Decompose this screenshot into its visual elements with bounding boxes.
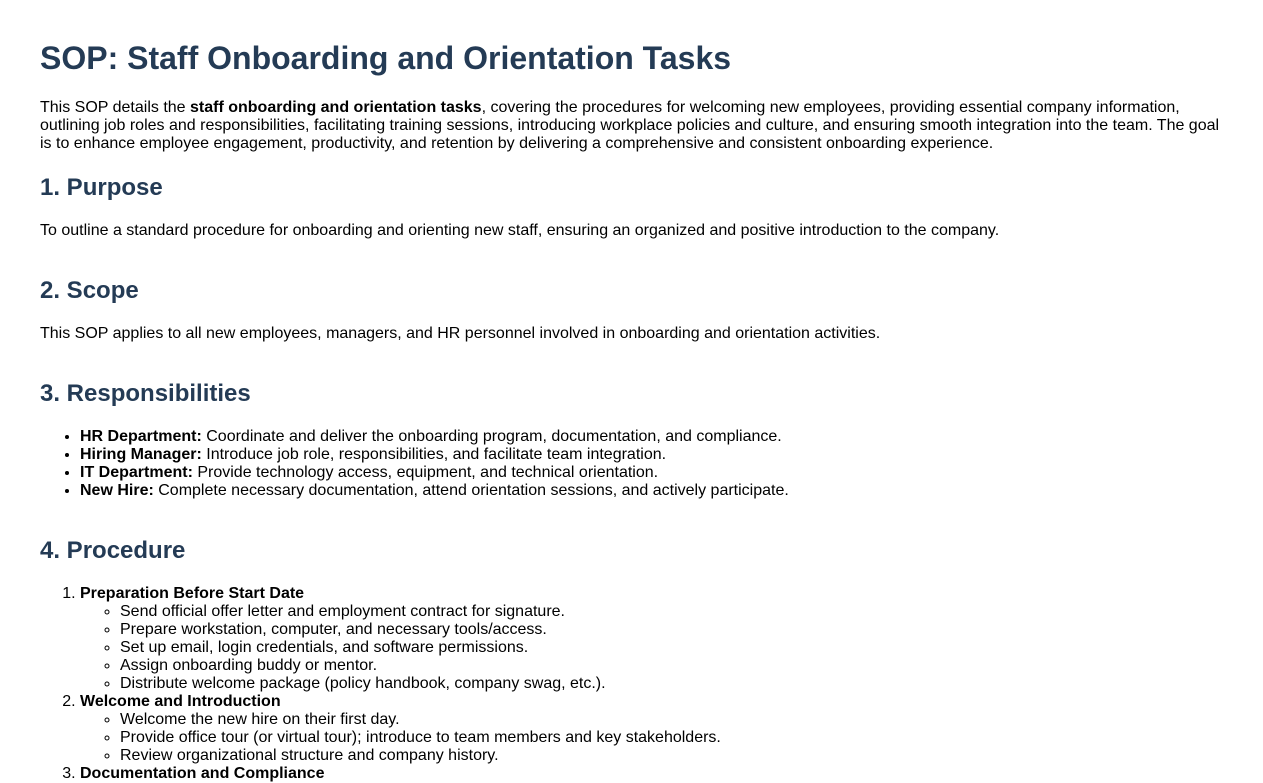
responsibilities-list	[40, 428, 1223, 500]
step-title: Documentation and Compliance	[80, 765, 325, 782]
list-item: ◦ Provide office tour (or virtual tour); introduce to team members and key stakeholders.	[120, 729, 1223, 747]
section-heading-procedure: 4. Procedure	[40, 537, 186, 564]
section-heading-purpose: 1. Purpose	[40, 174, 163, 201]
role-label: New Hire:	[80, 482, 154, 499]
list-item: ◦ Prepare workstation, computer, and necessary tools/access.	[120, 621, 1223, 639]
list-item	[80, 482, 1223, 500]
list-item	[80, 446, 1223, 464]
list-item: ◦ Review organizational structure and company history.	[120, 747, 1223, 765]
procedure-step	[80, 765, 1223, 783]
role-label: Hiring Manager:	[80, 446, 202, 463]
list-item: ◦ Welcome the new hire on their first day.	[120, 711, 1223, 729]
step-sublist	[80, 711, 1223, 765]
page-title: SOP: Staff Onboarding and Orientation Tasks	[40, 40, 732, 76]
section-heading-scope: 2. Scope	[40, 277, 139, 304]
intro-post: , covering the procedures for welcoming new employees, providing essential company information, outlining job roles and responsibilities, facilitating training sessions, introducing workplace policies and culture, and ensuring smooth integration into the team. The goal is to enhance employee engagement, productivity, and retention by delivering a comprehensive and consistent onboarding experience.	[40, 99, 1220, 152]
list-item: ◦ Send official offer letter and employment contract for signature.	[120, 603, 1223, 621]
step-title: Welcome and Introduction	[80, 693, 281, 710]
step-title: Preparation Before Start Date	[80, 585, 305, 602]
step-sublist	[80, 603, 1223, 693]
intro-pre: This SOP details the	[40, 99, 190, 116]
list-item	[80, 428, 1223, 446]
section-heading-responsibilities: 3. Responsibilities	[40, 380, 251, 407]
role-text: Provide technology access, equipment, and technical orientation.	[192, 464, 659, 481]
list-item: ◦ Distribute welcome package (policy handbook, company swag, etc.).	[120, 675, 1223, 693]
procedure-step	[80, 693, 1223, 765]
procedure-list	[40, 585, 1223, 783]
list-item: ◦ Assign onboarding buddy or mentor.	[120, 657, 1223, 675]
list-item: ◦ Set up email, login credentials, and software permissions.	[120, 639, 1223, 657]
role-text: Complete necessary documentation, attend orientation sessions, and actively participate.	[153, 482, 789, 499]
role-text: Introduce job role, responsibilities, and facilitate team integration.	[201, 446, 667, 463]
procedure-step	[80, 585, 1223, 693]
purpose-text: To outline a standard procedure for onboarding and orienting new staff, ensuring an organized and positive introduction to the company.	[40, 222, 1000, 239]
intro-paragraph	[40, 99, 1223, 153]
list-item	[80, 464, 1223, 482]
role-text: Coordinate and deliver the onboarding program, documentation, and compliance.	[201, 428, 782, 445]
intro-bold: staff onboarding and orientation tasks	[190, 99, 482, 116]
role-label: HR Department:	[80, 428, 202, 445]
scope-text: This SOP applies to all new employees, managers, and HR personnel involved in onboarding and orientation activities.	[40, 325, 881, 342]
role-label: IT Department:	[80, 464, 193, 481]
